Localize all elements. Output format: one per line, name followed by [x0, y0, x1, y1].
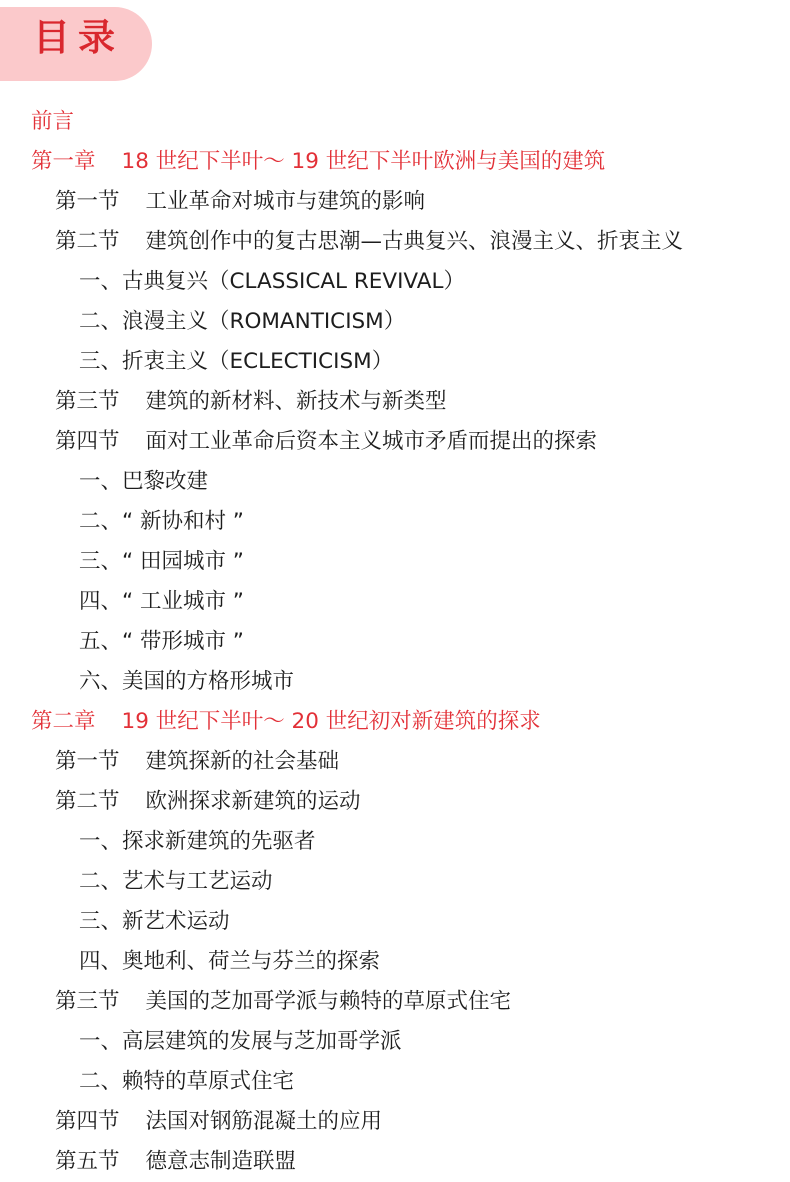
toc-entry-number: 第四节 — [55, 429, 120, 454]
toc-entry-title: 一、巴黎改建 — [79, 469, 209, 494]
toc-entry-title: 五、“ 带形城市 ” — [79, 629, 244, 654]
toc-subsection-entry[interactable] — [0, 502, 790, 542]
toc-entry-number: 第四节 — [55, 1109, 120, 1134]
toc-entry-title: 三、折衷主义（ECLECTICISM） — [79, 349, 394, 374]
toc-entry-number: 第二节 — [55, 789, 120, 814]
toc-subsection-entry[interactable] — [0, 542, 790, 582]
toc-section-entry[interactable] — [0, 222, 790, 262]
toc-subsection-entry[interactable] — [0, 262, 790, 302]
toc-entry-title: 建筑探新的社会基础 — [145, 749, 340, 774]
toc-section-entry[interactable] — [0, 382, 790, 422]
toc-entry-title: 二、浪漫主义（ROMANTICISM） — [79, 309, 406, 334]
toc-subsection-entry[interactable] — [0, 582, 790, 622]
toc-section-entry[interactable] — [0, 782, 790, 822]
toc-entry-number: 第三节 — [55, 989, 120, 1014]
toc-subsection-entry[interactable] — [0, 302, 790, 342]
toc-subsection-entry[interactable] — [0, 662, 790, 702]
toc-subsection-entry[interactable] — [0, 1022, 790, 1062]
toc-entry-title: 美国的芝加哥学派与赖特的草原式住宅 — [145, 989, 512, 1014]
toc-entry-number: 第五节 — [55, 1149, 120, 1174]
toc-entry-number: 第一节 — [55, 189, 120, 214]
toc-entry-title: 一、高层建筑的发展与芝加哥学派 — [79, 1029, 402, 1054]
toc-chapter-entry[interactable] — [0, 142, 790, 182]
page-title: 目录 — [33, 16, 123, 59]
toc-chapter-entry[interactable] — [0, 102, 790, 142]
toc-entry-title: 面对工业革命后资本主义城市矛盾而提出的探索 — [145, 429, 598, 454]
toc-section-entry[interactable] — [0, 1102, 790, 1142]
toc-chapter-entry[interactable] — [0, 702, 790, 742]
toc-section-entry[interactable] — [0, 982, 790, 1022]
toc-entry-number: 第一章 — [31, 149, 96, 174]
toc-subsection-entry[interactable] — [0, 1062, 790, 1102]
toc-subsection-entry[interactable] — [0, 942, 790, 982]
toc-entry-title: 六、美国的方格形城市 — [79, 669, 295, 694]
toc-entry-title: 18 世纪下半叶～ 19 世纪下半叶欧洲与美国的建筑 — [121, 149, 606, 174]
toc-entry-number: 第一节 — [55, 749, 120, 774]
toc-entry-title: 二、艺术与工艺运动 — [79, 869, 273, 894]
toc-entry-title: 一、古典复兴（CLASSICAL REVIVAL） — [79, 269, 465, 294]
toc-entry-title: 三、新艺术运动 — [79, 909, 230, 934]
toc-section-entry[interactable] — [0, 182, 790, 222]
toc-section-entry[interactable] — [0, 422, 790, 462]
toc-entry-title: 19 世纪下半叶～ 20 世纪初对新建筑的探求 — [121, 709, 541, 734]
toc-subsection-entry[interactable] — [0, 622, 790, 662]
toc-entry-title: 工业革命对城市与建筑的影响 — [145, 189, 426, 214]
table-of-contents — [0, 102, 790, 1182]
toc-entry-title: 四、“ 工业城市 ” — [79, 589, 244, 614]
toc-entry-number: 第三节 — [55, 389, 120, 414]
toc-entry-title: 三、“ 田园城市 ” — [79, 549, 244, 574]
toc-entry-title: 建筑创作中的复古思潮—古典复兴、浪漫主义、折衷主义 — [145, 229, 684, 254]
toc-entry-title: 建筑的新材料、新技术与新类型 — [145, 389, 447, 414]
toc-entry-number: 第二节 — [55, 229, 120, 254]
toc-entry-title: 欧洲探求新建筑的运动 — [145, 789, 361, 814]
toc-section-entry[interactable] — [0, 742, 790, 782]
toc-entry-number: 第二章 — [31, 709, 96, 734]
toc-subsection-entry[interactable] — [0, 822, 790, 862]
toc-section-entry[interactable] — [0, 1142, 790, 1182]
toc-subsection-entry[interactable] — [0, 862, 790, 902]
toc-entry-title: 二、“ 新协和村 ” — [79, 509, 244, 534]
toc-entry-title: 法国对钢筋混凝土的应用 — [145, 1109, 383, 1134]
toc-subsection-entry[interactable] — [0, 342, 790, 382]
toc-entry-title: 四、奥地利、荷兰与芬兰的探索 — [79, 949, 381, 974]
toc-entry-title: 前言 — [31, 109, 75, 134]
toc-subsection-entry[interactable] — [0, 462, 790, 502]
toc-subsection-entry[interactable] — [0, 902, 790, 942]
toc-entry-title: 德意志制造联盟 — [145, 1149, 297, 1174]
toc-entry-title: 二、赖特的草原式住宅 — [79, 1069, 295, 1094]
toc-entry-title: 一、探求新建筑的先驱者 — [79, 829, 316, 854]
